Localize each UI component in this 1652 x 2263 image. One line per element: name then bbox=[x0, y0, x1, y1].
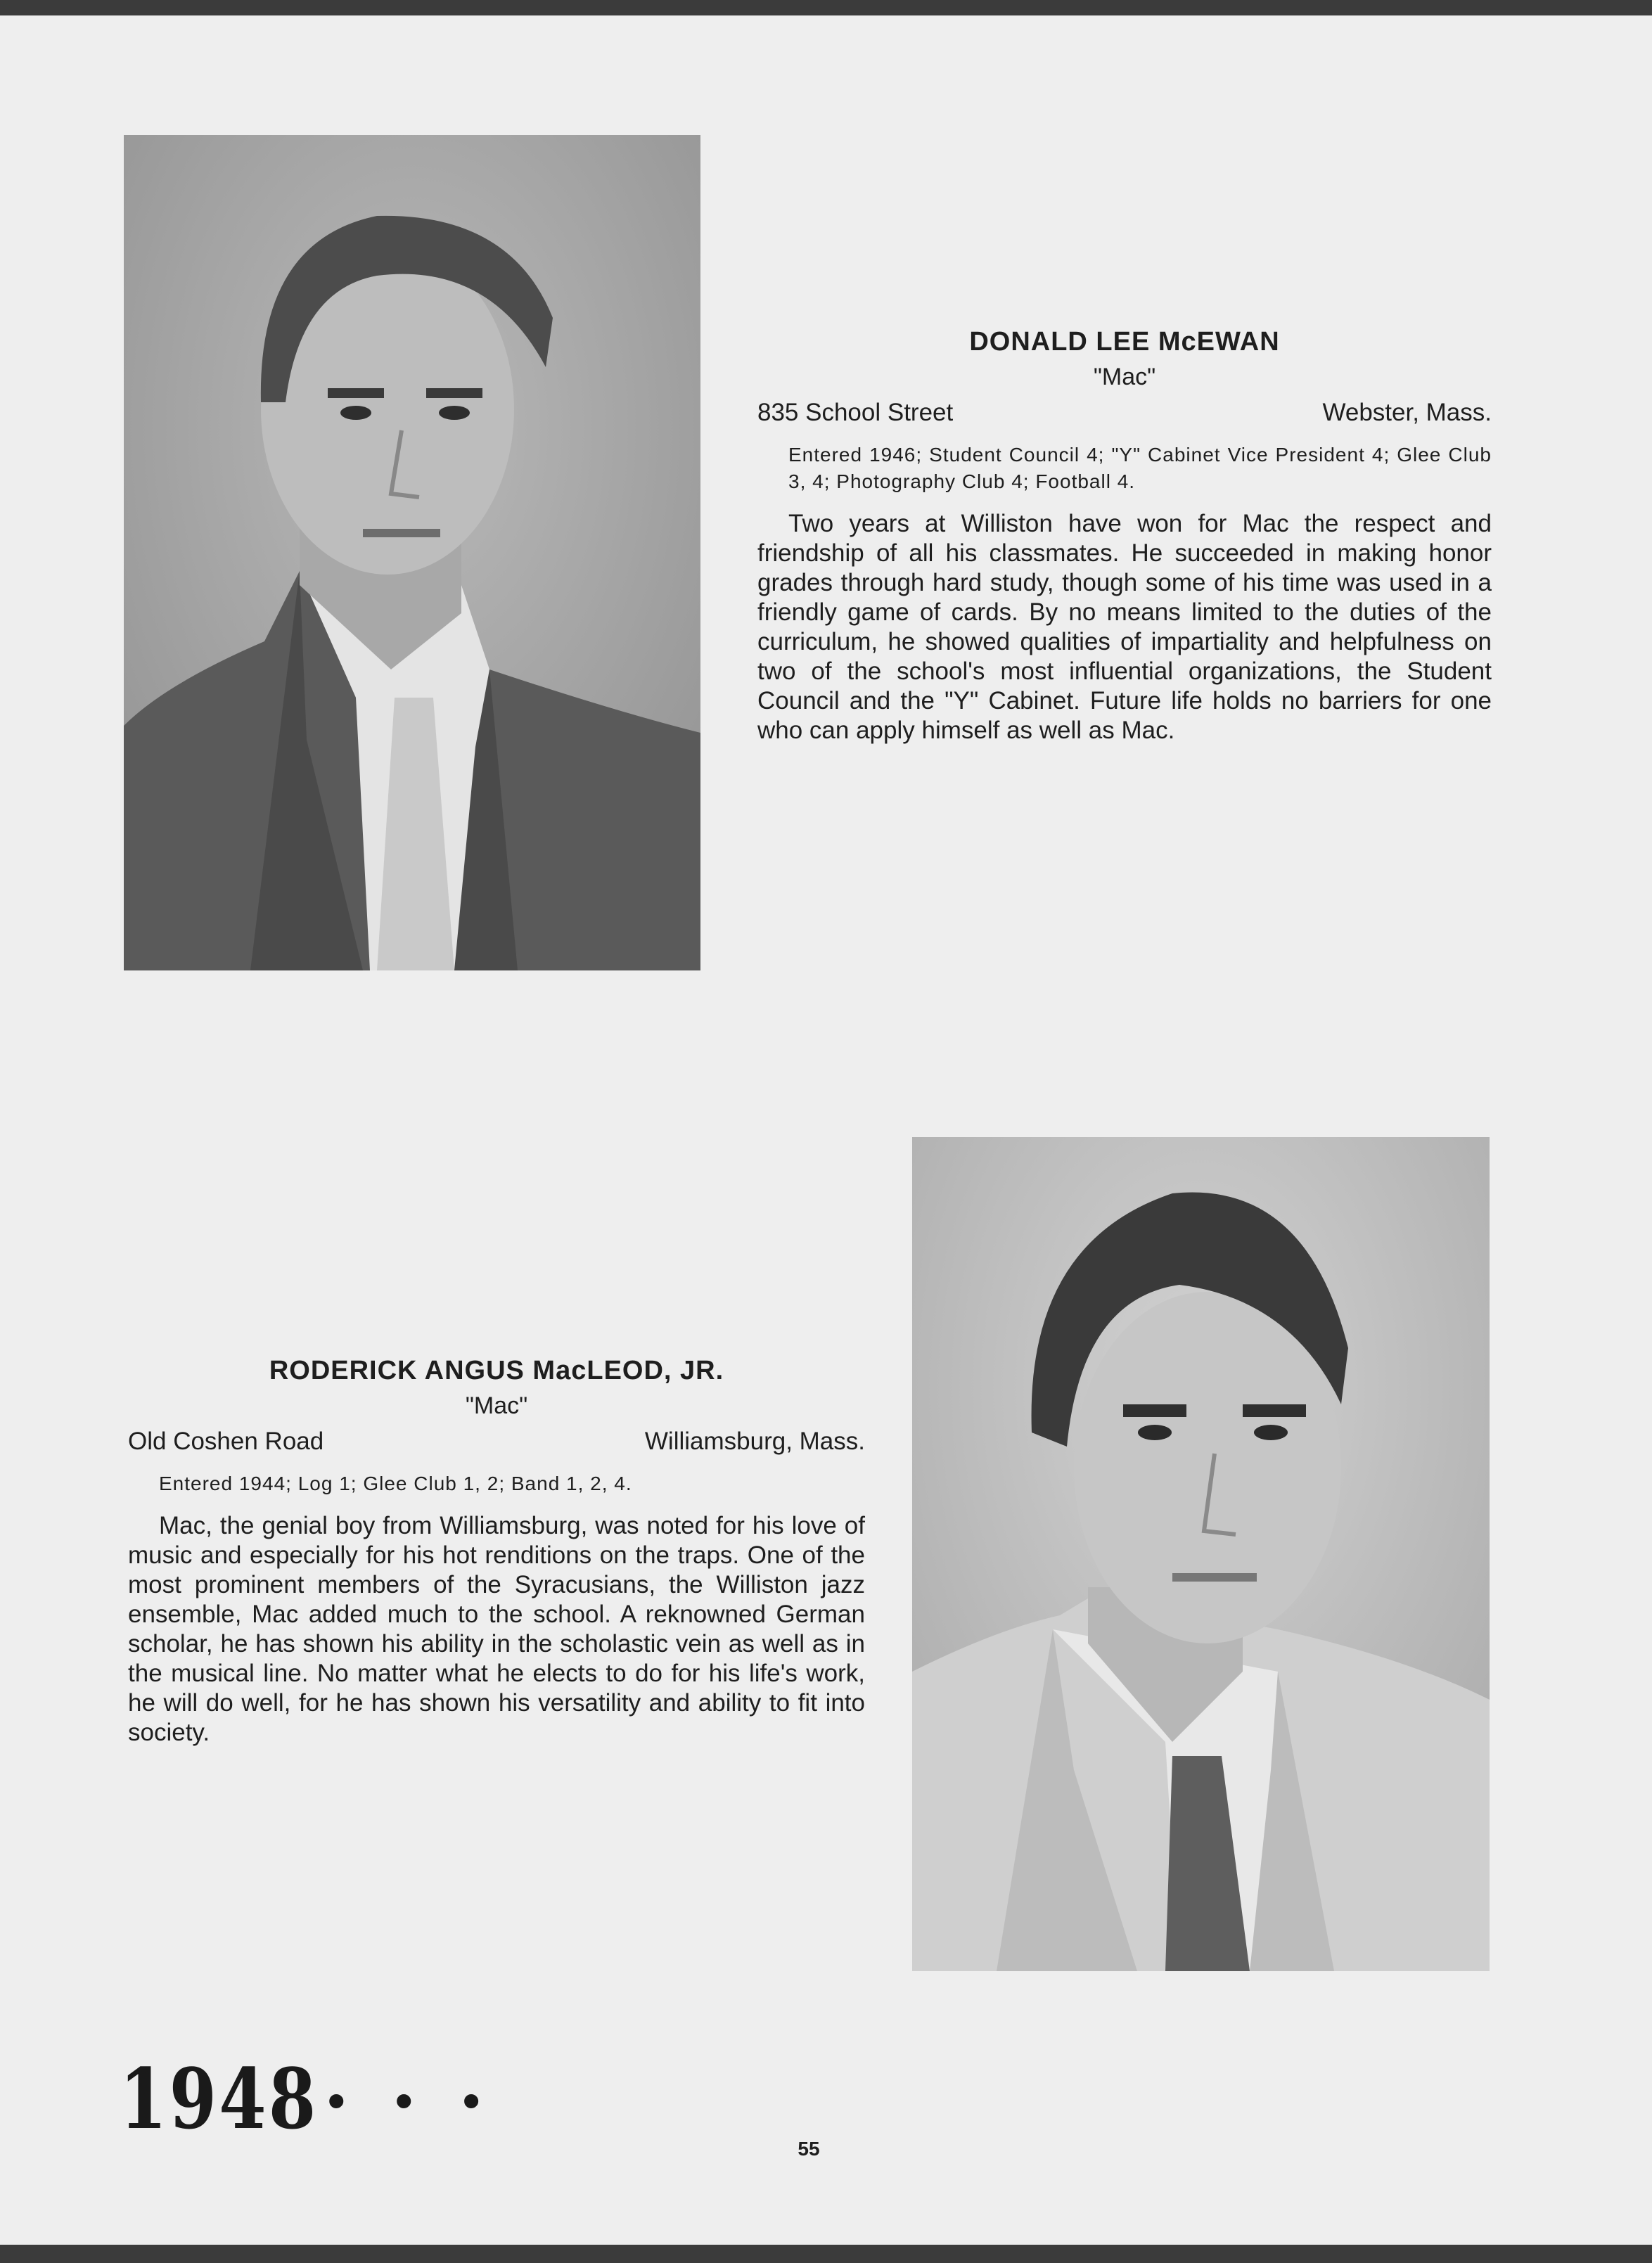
bio-block-mcewan bbox=[757, 325, 1492, 745]
portrait-photo-macleod bbox=[912, 1137, 1490, 1971]
portrait-photo-mcewan bbox=[124, 135, 700, 970]
address-line bbox=[128, 1425, 865, 1458]
ellipsis-dots: • • • bbox=[328, 2073, 499, 2128]
student-name: DONALD LEE McEWAN bbox=[969, 327, 1280, 357]
yearbook-page bbox=[0, 15, 1652, 2245]
student-name: RODERICK ANGUS MacLEOD, JR. bbox=[269, 1356, 724, 1385]
town: Williamsburg, Mass. bbox=[644, 1428, 865, 1455]
page-number: 55 bbox=[798, 2138, 820, 2160]
town: Webster, Mass. bbox=[1322, 399, 1492, 426]
year-heading: 1948 bbox=[120, 2050, 319, 2148]
address-line bbox=[757, 397, 1492, 429]
student-nickname: "Mac" bbox=[465, 1392, 528, 1419]
bio-block-macleod bbox=[128, 1354, 865, 1748]
student-nickname: "Mac" bbox=[1093, 364, 1156, 390]
bio-paragraph: Two years at Williston have won for Mac the respect and friendship of all his classmates. He succeeded in making honor grades through hard study, though some of his time was used in a friendly game of cards. By no means limited to the duties of the curriculum, he showed qualities of impartiality and helpfulness on two of the school's most influential organizations, the Student Council and the "Y" Cabinet. Future life holds no barriers for one who can apply himself as well as Mac. bbox=[757, 510, 1492, 744]
bio-paragraph: Mac, the genial boy from Williamsburg, was noted for his love of music and especially for his hot renditions on the traps. One of the most prominent members of the Syracusians, the Williston jazz ensemble, Mac added much to the school. A reknowned German scholar, he has shown his ability in the scholastic vein as well as in the musical line. No matter what he elects to do for his life's work, he will do well, for he has shown his versatility and ability to fit into society. bbox=[128, 1512, 865, 1746]
activities-list: Entered 1944; Log 1; Glee Club 1, 2; Band 1, 2, 4. bbox=[159, 1473, 632, 1494]
activities-list: Entered 1946; Student Council 4; "Y" Cabinet Vice President 4; Glee Club 3, 4; Photography Club 4; Football 4. bbox=[788, 444, 1492, 492]
street-address: Old Coshen Road bbox=[128, 1428, 324, 1455]
street-address: 835 School Street bbox=[757, 399, 954, 426]
